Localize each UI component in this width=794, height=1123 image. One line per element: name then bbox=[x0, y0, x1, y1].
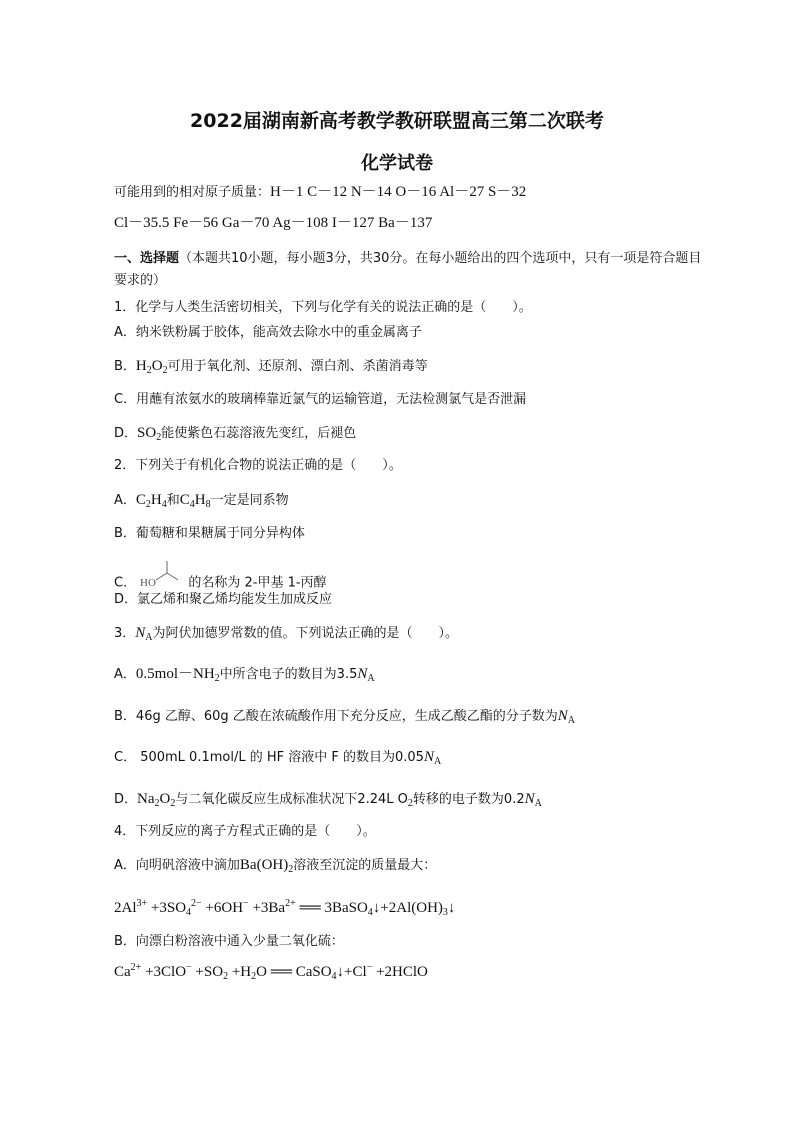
h2o2-formula: $H_2O_2$ bbox=[135, 358, 168, 376]
q2-c-prefix: C． bbox=[114, 575, 137, 591]
q3-stem bbox=[114, 623, 458, 644]
atomic-mass-values-2: Cl－35.5 Fe－56 Ga－70 Ag－108 I－127 Ba－137 bbox=[114, 215, 433, 231]
q1-stem: 1．化学与人类生活密切相关，下列与化学有关的说法正确的是（ ）。 bbox=[114, 300, 532, 315]
q4-a-text: 溶液至沉淀的质量最大： bbox=[293, 858, 437, 873]
atomic-mass-line-1 bbox=[114, 182, 526, 203]
q3-stem-text: 为阿伏加德罗常数的值。下列说法正确的是（ ）。 bbox=[152, 626, 459, 641]
q2-stem: 2．下列关于有机化合物的说法正确的是（ ）。 bbox=[114, 458, 402, 473]
q1-b-text: 可用于氧化剂、还原剂、漂白剂、杀菌消毒等 bbox=[167, 359, 428, 374]
q3-a-text: 中所含电子的数目为3.5 bbox=[219, 667, 358, 682]
q2-a-text: 一定是同系物 bbox=[210, 493, 289, 508]
q3-option-a: A．$0.5mol-NH_2$中所含电子的数目为$3.5N_A$ bbox=[114, 666, 375, 684]
c4h8-formula: $C_4H_8$ bbox=[179, 492, 211, 510]
q4-a-equation: $2Al^{3+} +3SO_4^{2-} +6OH^- +3Ba^{2+}$ ══ $3BaSO_4↓+2Al(OH)_3↓$ bbox=[114, 898, 456, 918]
q3-option-b: B．46g 乙醇、60g 乙酸在浓硫酸作用下充分反应，生成乙酸乙酯的分子数为$N_A$ bbox=[114, 708, 576, 726]
na-symbol: $N_A$ bbox=[135, 625, 153, 643]
section-instructions: （本题共10小题，每小题3分，共30分。在每小题给出的四个选项中，只有一项是符合题目要求的） bbox=[114, 251, 702, 288]
q3-option-c: C． 500mL 0.1mol/L 的 HF 溶液中 F 的数目为$0.05N_A$ bbox=[114, 749, 442, 767]
q2-option-a bbox=[114, 490, 289, 511]
c2h4-formula: $C_2H_4$ bbox=[135, 492, 167, 510]
q3-d-prefix: D． bbox=[114, 792, 138, 807]
q1-b-prefix: B． bbox=[114, 359, 136, 374]
q4-option-b: B．向漂白粉溶液中通入少量二氧化硫： bbox=[114, 934, 344, 949]
na2o2-formula: $Na_2O_2$ bbox=[137, 791, 176, 809]
q3-c-text: C． 500mL 0.1mol/L 的 HF 溶液中 F 的数目为0.05 bbox=[114, 750, 424, 765]
q3-option-d: D．$Na_2O_2$与二氧化碳反应生成标准状况下2.24L $O_2$转移的电子数为$0.2N_A$ bbox=[114, 791, 542, 809]
exam-subtitle: 化学试卷 bbox=[361, 153, 433, 174]
atomic-mass-line-2 bbox=[114, 213, 432, 234]
hydroxyl-label: HO bbox=[140, 577, 157, 589]
atomic-mass-label: 可能用到的相对原子质量： bbox=[114, 185, 271, 200]
q2-option-d: D．氯乙烯和聚乙烯均能发生加成反应 bbox=[114, 592, 333, 607]
q1-option-a: A．纳米铁粉属于胶体，能高效去除水中的重金属离子 bbox=[114, 325, 422, 340]
q3-b-text: B．46g 乙醇、60g 乙酸在浓硫酸作用下充分反应，生成乙酸乙酯的分子数为 bbox=[114, 709, 558, 724]
structural-formula bbox=[140, 560, 184, 590]
q4-stem: 4．下列反应的离子方程式正确的是（ ）。 bbox=[114, 824, 376, 839]
q1-option-c: C．用蘸有浓氨水的玻璃棒靠近氯气的运输管道，无法检测氯气是否泄漏 bbox=[114, 392, 527, 407]
q3-d-text: 与二氧化碳反应生成标准状况下2.24L O bbox=[175, 792, 408, 807]
q2-a-prefix: A． bbox=[114, 493, 136, 508]
q1-d-prefix: D． bbox=[114, 426, 138, 441]
q4-b-equation: $Ca^{2+} +3ClO^- +SO_2 +H_2O$ ══ CaSO$_4$↓+Cl− +2HClO bbox=[114, 962, 428, 982]
q4-a-prefix: A．向明矾溶液中滴加 bbox=[114, 858, 240, 873]
q1-d-text: 能使紫色石蕊溶液先变红，后褪色 bbox=[161, 426, 357, 441]
section-heading bbox=[114, 248, 704, 292]
q2-c-text: 的名称为 2-甲基 1-丙醇 bbox=[188, 575, 327, 591]
baoh2-formula: $Ba(OH)_2$ bbox=[239, 857, 294, 875]
q1-option-d bbox=[114, 423, 356, 444]
skeletal-formula-svg bbox=[140, 560, 184, 590]
so2-formula: $SO_2$ bbox=[137, 425, 162, 443]
q2-option-b: B．葡萄糖和果糖属于同分异构体 bbox=[114, 526, 305, 541]
section-title: 一、选择题 bbox=[114, 251, 180, 266]
q3-a-prefix: A． bbox=[114, 667, 136, 682]
q4-option-a bbox=[114, 855, 436, 876]
q3-prefix: 3． bbox=[114, 626, 136, 641]
q3-d-suffix: 转移的电子数为0.2 bbox=[412, 792, 525, 807]
atomic-mass-values-1: H－1 C－12 N－14 O－16 Al－27 S－32 bbox=[270, 184, 527, 200]
q2-a-mid: 和 bbox=[166, 493, 180, 508]
exam-title: 2022届湖南新高考教学教研联盟高三第二次联考 bbox=[190, 110, 604, 132]
q3-a-formula: 0.5mol－NH bbox=[135, 666, 215, 682]
q1-option-b bbox=[114, 356, 428, 377]
